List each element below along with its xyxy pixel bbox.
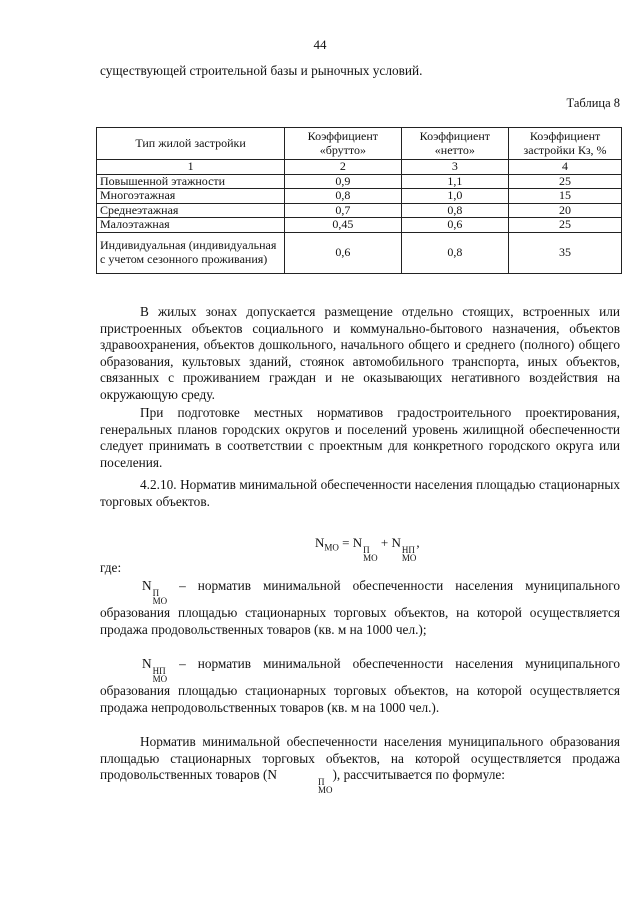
gross-cell: 0,45	[285, 218, 401, 233]
table-index-row	[97, 160, 622, 175]
table-row	[97, 203, 622, 218]
coverage-cell: 35	[509, 232, 622, 273]
paragraph-section-4-2-10: 4.2.10. Норматив минимальной обеспеченности населения площадью стационарных торговых объектов.	[100, 477, 620, 509]
formula-equals: =	[342, 535, 350, 550]
formula: $N_{МО} = N$ П МО + N НП МО ,	[315, 535, 420, 563]
formula-plus: +	[380, 535, 389, 550]
header-gross: Коэффициент «брутто»	[285, 128, 401, 160]
type-cell: Индивидуальная (индивидуальная с учетом сезонного проживания)	[97, 232, 285, 273]
net-cell: 0,8	[401, 232, 509, 273]
coverage-cell: 15	[509, 189, 622, 204]
gross-cell: 0,7	[285, 203, 401, 218]
formula-nonfood-term: N НП МО	[391, 535, 417, 563]
symbol-food: N П МО	[142, 578, 168, 606]
coverage-cell: 25	[509, 174, 622, 189]
where-label: где:	[100, 560, 122, 575]
type-cell: Повышенной этажности	[97, 174, 285, 189]
header-building-type: Тип жилой застройки	[97, 128, 285, 160]
definition-nonfood	[100, 656, 620, 716]
type-cell: Многоэтажная	[97, 189, 285, 204]
formula-lhs: $N_{МО}$	[315, 535, 339, 553]
index-cell: 4	[509, 160, 622, 175]
formula-food-term: N П МО	[352, 535, 378, 563]
coverage-cell: 20	[509, 203, 622, 218]
table-header-row	[97, 128, 622, 160]
net-cell: 0,6	[401, 218, 509, 233]
symbol-food-inline: N П МО	[267, 767, 333, 795]
intro-line: существующей строительной базы и рыночных условий.	[100, 63, 423, 78]
paragraph-local-standards: При подготовке местных нормативов градостроительного проектирования, генеральных планов городских округов и поселений уровень жилищной обеспеченности следует принимать в соответствии с проектным для конкретного городского округа или поселения.	[100, 405, 620, 470]
coverage-cell: 25	[509, 218, 622, 233]
table-row	[97, 174, 622, 189]
paragraph-residential-zones: В жилых зонах допускается размещение отдельно стоящих, встроенных или пристроенных объектов социального и коммунально-бытового назначения, объектов здравоохранения, объектов дошкольного, начального общего и среднего (полного) общего образования, культовых зданий, стоянок автомобильного транспорта, иных объектов, связанных с проживанием граждан и не оказывающих негативного воздействия на окружающую среду.	[100, 304, 620, 402]
header-coverage: Коэффициент застройки Кз, %	[509, 128, 622, 160]
table-caption: Таблица 8	[566, 96, 620, 110]
gross-cell: 0,8	[285, 189, 401, 204]
net-cell: 0,8	[401, 203, 509, 218]
header-net: Коэффициент «нетто»	[401, 128, 509, 160]
paragraph-formula-intro: Норматив минимальной обеспеченности населения муниципального образования площадью стационарных торговых объектов, на которой осуществляется продажа продовольственных товаров (N П МО ), рассчитывается по формуле:	[100, 734, 620, 795]
gross-cell: 0,9	[285, 174, 401, 189]
type-cell: Среднеэтажная	[97, 203, 285, 218]
gross-cell: 0,6	[285, 232, 401, 273]
table-row	[97, 218, 622, 233]
definition-food	[100, 578, 620, 638]
symbol-nonfood: N НП МО	[142, 656, 168, 684]
type-cell: Малоэтажная	[97, 218, 285, 233]
coefficients-table	[96, 127, 622, 274]
table-row	[97, 232, 622, 273]
index-cell: 1	[97, 160, 285, 175]
definition-nonfood-text: – норматив минимальной обеспеченности населения муниципального образования площадью стационарных торговых объектов, на которой осуществляется продажа непродовольственных товаров (кв. м на 1000 чел.).	[100, 656, 620, 715]
net-cell: 1,1	[401, 174, 509, 189]
page-number: 44	[313, 37, 327, 52]
index-cell: 2	[285, 160, 401, 175]
definition-food-text: – норматив минимальной обеспеченности населения муниципального образования площадью стационарных торговых объектов, на которой осуществляется продажа продовольственных товаров (кв. м на 1000 чел.);	[100, 578, 620, 637]
net-cell: 1,0	[401, 189, 509, 204]
table-row	[97, 189, 622, 204]
index-cell: 3	[401, 160, 509, 175]
